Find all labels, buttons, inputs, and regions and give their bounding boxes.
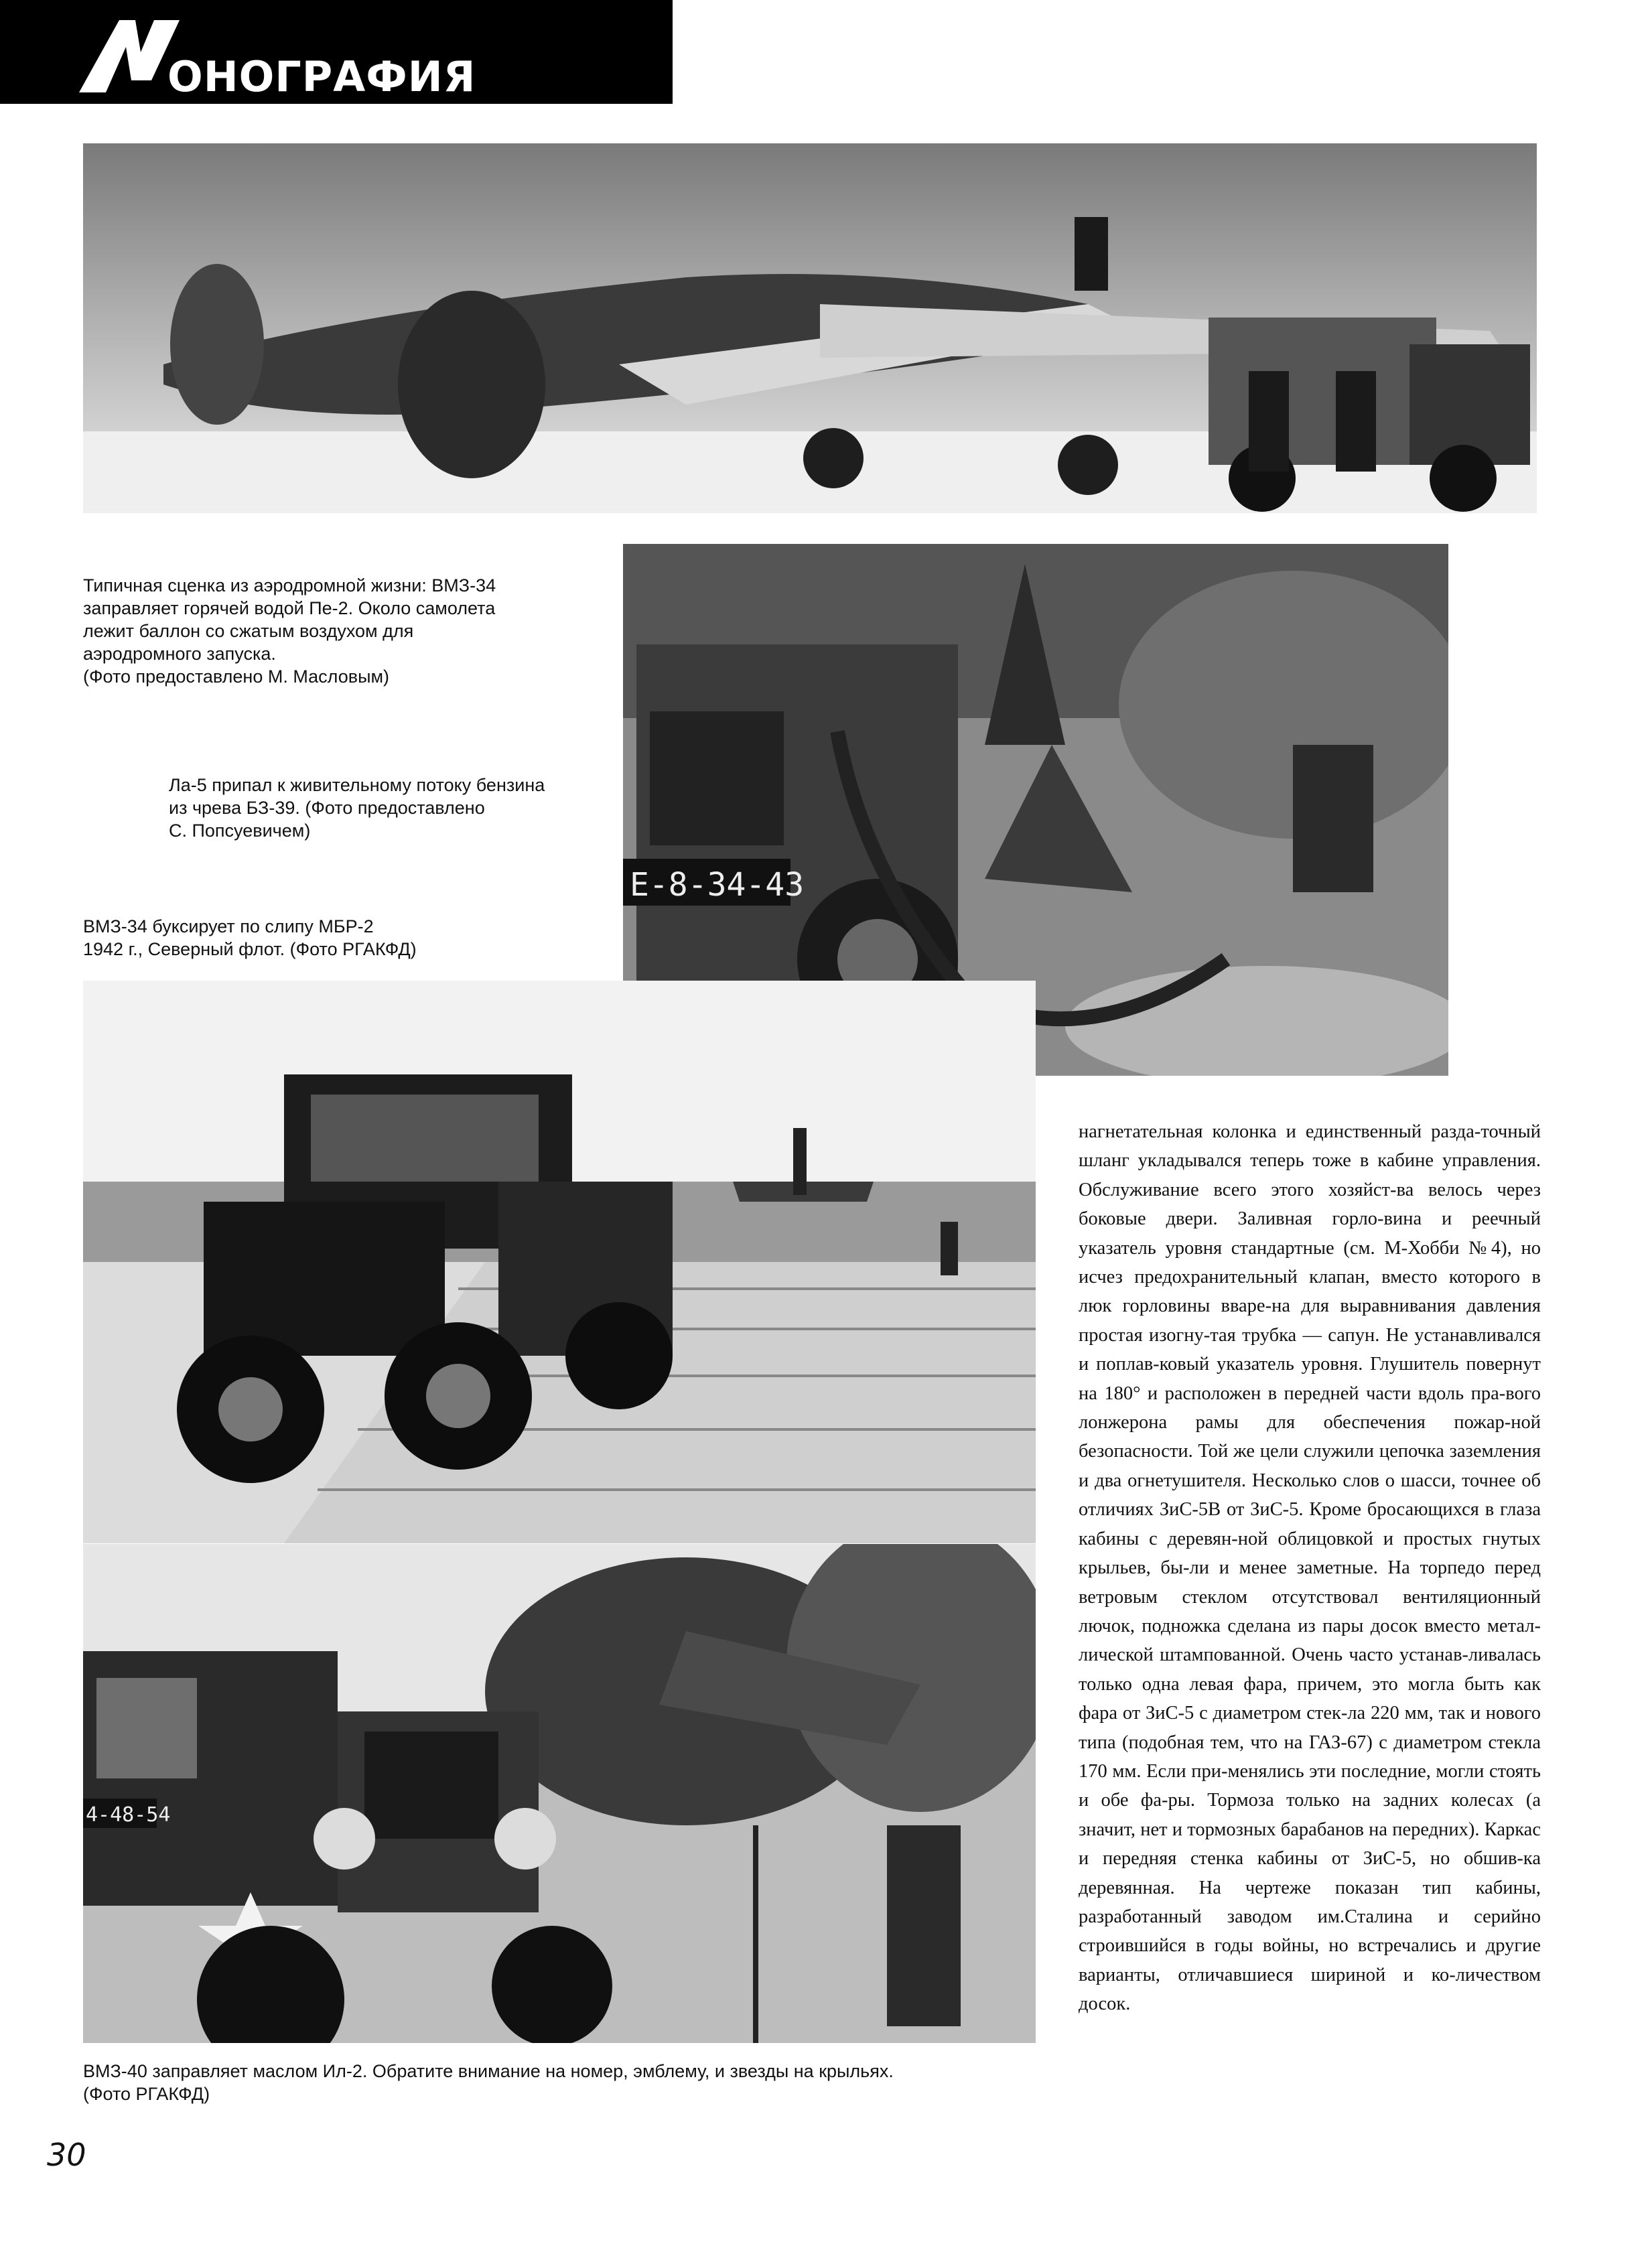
vehicle-plate: Е-8-34-43 (630, 866, 805, 904)
page-number: 30 (47, 2137, 86, 2173)
photo-mbr2-slipway (83, 981, 1036, 1543)
caption-photo4: ВМЗ-40 заправляет маслом Ил-2. Обратите внимание на номер, эмблему, и звезды на крыльях. (Фото РГАКФД) (83, 2061, 894, 2104)
caption-photo3: ВМЗ-34 буксирует по слипу МБР-2 1942 г., Северный флот. (Фото РГАКФД) (83, 916, 417, 959)
section-title: ОНОГРАФИЯ (167, 52, 476, 101)
section-header (0, 0, 673, 104)
vehicle-plate: 4-48-54 (86, 1803, 171, 1827)
article-body-text: нагнетательная колонка и единственный разда-точный шланг укладывался теперь тоже в кабине управления. Обслуживание всего этого хозяйст-ва велось через боковые двери. Заливная горло-вина и реечный указатель уровня стандартные (см. М-Хобби №4), но исчез предохранительный клапан, вместо которого в люк горловины вваре-на для выравнивания давления простая изогну-тая трубка — сапун. Не устанавливался и поплав-ковый указатель уровня. Глушитель повернут на 180° и расположен в передней части вдоль пра-вого лонжерона рамы для обеспечения пожар-ной безопасности. Той же цели служили цепочка заземления и два огнетушителя. Несколько слов о шасси, точнее об отличиях ЗиС-5В от ЗиС-5. Кроме бросающихся в глаза кабины с деревян-ной облицовкой и простых гнутых крыльев, бы-ли и менее заметные. На торпедо перед ветровым стеклом отсутствовал вентиляционный лючок, подножка сделана из пары досок вместо метал-лической штампованной. Очень часто устанав-ливалась только одна левая фара, причем, это могла быть как фара от ЗиС-5 с диаметром стек-ла 220 мм, так и нового типа (подобная тем, что на ГАЗ-67) с диаметром стекла 170 мм. Если при-менялись эти последние, могли стоять и обе фа-ры. Тормоза только на задних колесах (а значит, нет и тормозных барабанов на передних). Каркас и передняя стенка кабины от ЗиС-5, но обшив-ка деревянная. На чертеже показан тип кабины, разработанный заводом им.Сталина и серийно строившийся в годы войны, но встречались и другие варианты, отличавшиеся шириной и ко-личеством досок. (1079, 1121, 1541, 2015)
caption-photo1: Типичная сценка из аэродромной жизни: ВМЗ-34 заправляет горячей водой Пе-2. Около самолета лежит баллон со сжатым воздухом для аэродромного запуска. (Фото предоставлено М. Масловым) (83, 575, 496, 687)
caption-photo2: Ла-5 припал к живительному потоку бензина из чрева БЗ-39. (Фото предоставлено С. Попсуевичем) (169, 775, 545, 841)
photo-il2-oil-refuel (83, 1544, 1036, 2043)
monografia-logo-icon (79, 20, 180, 94)
photo-pe2-refuel (83, 143, 1537, 513)
